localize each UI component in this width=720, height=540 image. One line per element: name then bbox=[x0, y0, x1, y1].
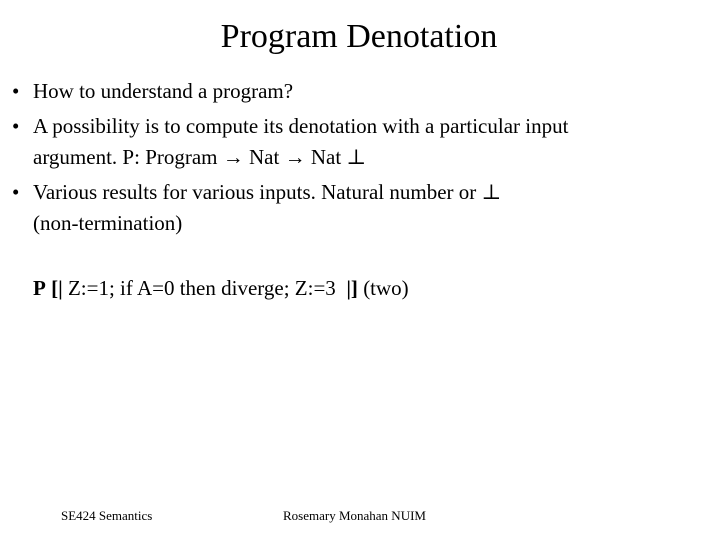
semantic-close-bracket: |] bbox=[346, 276, 358, 300]
bullet-marker: • bbox=[12, 79, 20, 103]
program-argument: (two) bbox=[363, 276, 409, 300]
bullet-text: Various results for various inputs. Natural number or ⊥ bbox=[33, 180, 502, 204]
bullet-marker: • bbox=[12, 114, 20, 138]
footer-course: SE424 Semantics bbox=[61, 508, 153, 523]
bullet-item bbox=[0, 76, 568, 107]
program-body: Z:=1; if A=0 then diverge; Z:=3 bbox=[67, 276, 336, 300]
bullet-text: A possibility is to compute its denotation with a particular input bbox=[33, 114, 569, 138]
slide-title: Program Denotation bbox=[220, 18, 498, 55]
bullet-text-continuation: argument. P: Program → Nat → Nat ⊥ bbox=[33, 145, 367, 169]
bullet-marker: • bbox=[12, 180, 20, 204]
bullet-item bbox=[0, 177, 568, 239]
footer-author: Rosemary Monahan NUIM bbox=[283, 508, 426, 523]
bullet-list bbox=[0, 76, 568, 239]
bullet-text: How to understand a program? bbox=[33, 79, 294, 103]
program-denotation-example bbox=[33, 273, 409, 304]
bullet-text-continuation: (non-termination) bbox=[33, 211, 183, 235]
program-symbol: P bbox=[33, 276, 46, 300]
semantic-open-bracket: [| bbox=[51, 276, 63, 300]
bullet-item bbox=[0, 111, 568, 173]
